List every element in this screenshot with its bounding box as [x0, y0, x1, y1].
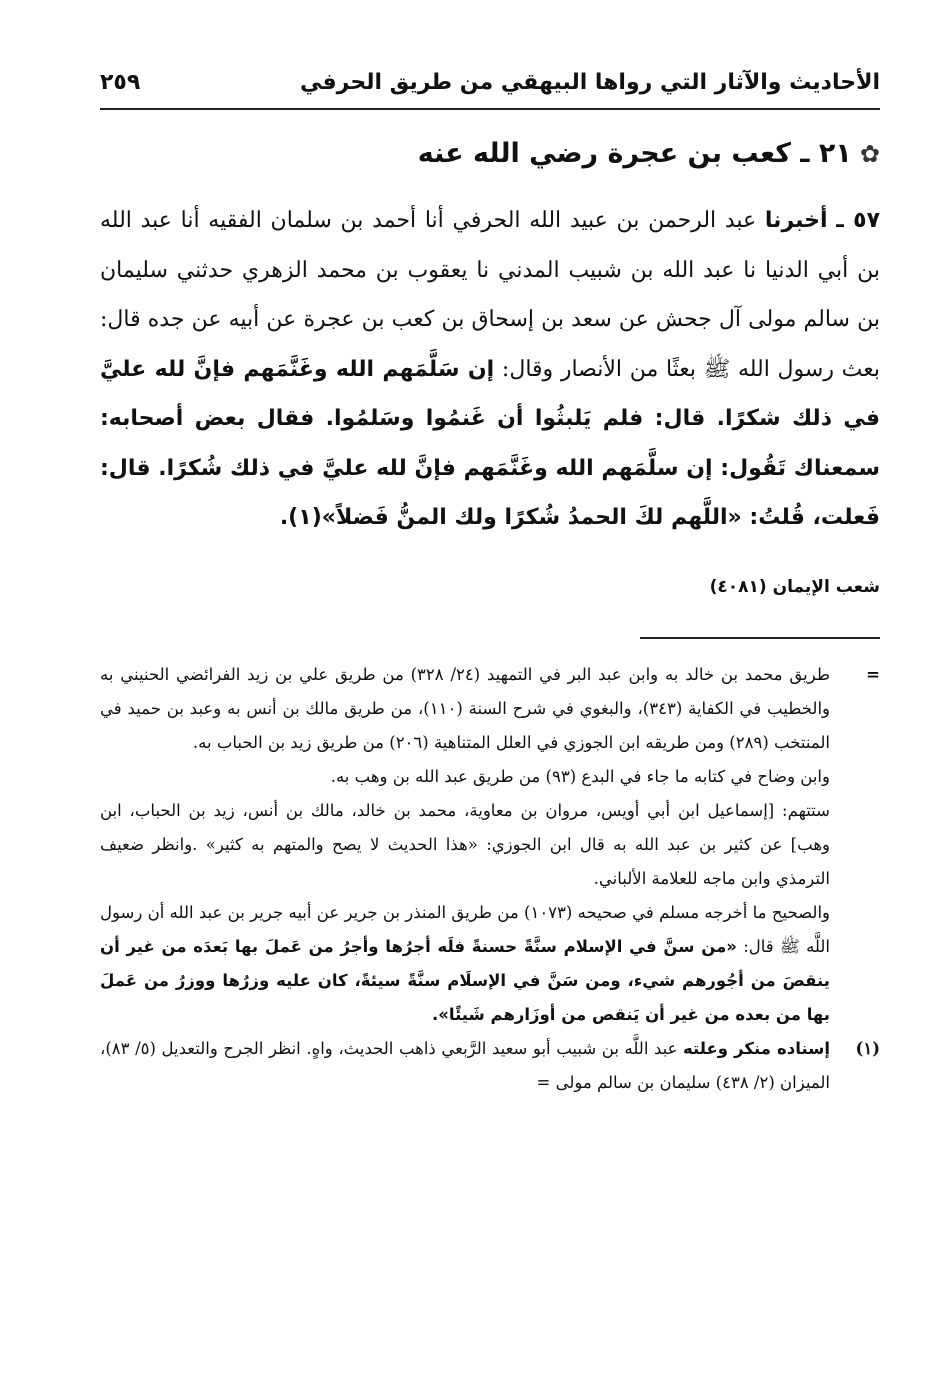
footnote-paragraph: طريق محمد بن خالد به وابن عبد البر في التمهيد (٢٤/ ٣٢٨) من طريق علي بن زيد الفرائضي الحنيني به والخطيب في الكفاية (٣٤٣)، والبغوي في شرح السنة (١١٠)، من طريق مالك بن أنس به وعبد بن حميد في المنتخب (٢٨٩) ومن طريقه ابن الجوزي في العلل المتناهية (٢٠٦) من طريق زيد بن الحباب به.: [100, 665, 830, 752]
footnotes: [100, 658, 880, 1100]
sahih-quote: «من سنَّ في الإسلام سنَّةً حسنةً فلَه أجرُها وأجرُ من عَملَ بها بَعدَه من غير أن ينقصَ من أجُورهم شيء، ومن سَنَّ في الإسلَام سنَّةً سيئةً، كان عليه وزرُها ووزرُ من عَملَ بها من بعده من غير أن يَنقص من أوزَارهم شَيئًا».: [100, 937, 830, 1024]
source-reference: شعب الإيمان (٤٠٨١): [709, 577, 880, 597]
footnote-1: [100, 1032, 880, 1100]
flower-icon: ✿: [859, 139, 880, 168]
hadith-matn: إن سَلَّمَهم الله وغَنَّمَهم فإنَّ لله عليَّ في ذلك شكرًا. قال: فلم يَلبثُوا أن غَنمُوا وسَلمُوا. فقال بعض أصحابه: سمعناك تَقُول: إن سلَّمَهم الله وغَنَّمَهم فإنَّ لله عليَّ في ذلك شُكرًا. قال: فَعلت، قُلتُ: «اللَّهم لكَ الحمدُ شُكرًا ولك المنُّ فَضلاً»(١).: [100, 356, 880, 530]
footnote-paragraph: ستتهم: [إسماعيل ابن أبي أويس، مروان بن معاوية، محمد بن خالد، مالك بن أنس، زيد بن الحباب، ابن وهب] عن كثير بن عبد الله به قال ابن الجوزي: «هذا الحديث لا يصح والمتهم به كثير» .وانظر ضعيف الترمذي وابن ماجه للعلامة الألباني.: [100, 801, 830, 888]
hadith-isnad: عبد الرحمن بن عبيد الله الحرفي أنا أحمد بن سلمان الفقيه أنا عبد الله بن أبي الدنيا نا عبد الله بن شبيب المدني نا يعقوب بن محمد الزهري حدثني سليمان بن سالم مولى آل جحش عن سعد بن إسحاق بن كعب بن عجرة عن أبيه عن جده قال: بعث رسول الله ﷺ بعثًا من الأنصار وقال:: [100, 208, 880, 382]
footnote-1-bold: إسناده منكر وعلته: [683, 1039, 831, 1058]
page-number: ٢٥٩: [100, 69, 141, 95]
footnote-1-text: [100, 1032, 830, 1100]
hadith-text: [100, 196, 880, 543]
footnote-1-marker: (١): [855, 1039, 880, 1058]
footnote-1-body: عبد اللَّه بن شبيب أبو سعيد الرَّبعي ذاهب الحديث، واهٍ. انظر الجرح والتعديل (٥/ ٨٣)، الميزان (٢/ ٤٣٨) سليمان بن سالم مولى =: [100, 1039, 830, 1092]
running-header: [100, 62, 880, 102]
hadith-number: ٥٧ ـ: [836, 208, 881, 233]
running-title: الأحاديث والآثار التي رواها البيهقي من طريق الحرفي: [299, 69, 880, 95]
continuation-marker: =: [866, 665, 880, 684]
hadith-akhbarana: أخبرنا: [764, 208, 828, 233]
section-heading: [418, 138, 880, 169]
section-title: ٢١ ـ كعب بن عجرة رضي الله عنه: [417, 138, 852, 169]
header-divider: [100, 108, 880, 110]
sahih-intro: والصحيح ما أخرجه مسلم في صحيحه (١٠٧٣) من طريق المنذر بن جرير عن أبيه جرير بن عبد الله أن رسول اللَّه ﷺ قال:: [100, 903, 831, 956]
footnote-divider: [640, 637, 880, 639]
footnote-continuation: [100, 658, 880, 1032]
footnote-paragraph: وابن وضاح في كتابه ما جاء في البدع (٩٣) من طريق عبد الله بن وهب به.: [330, 767, 830, 786]
footnote-sahih: [100, 896, 830, 1032]
